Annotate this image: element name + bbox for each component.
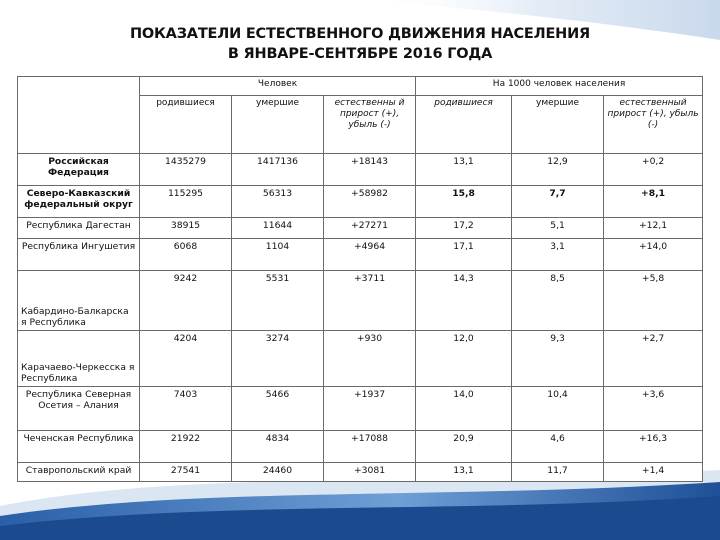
group-header-persons: Человек (140, 77, 416, 96)
value-cell: +27271 (324, 218, 416, 239)
value-cell: 4,6 (512, 431, 604, 463)
value-cell: 10,4 (512, 387, 604, 431)
value-cell: 5531 (232, 271, 324, 331)
value-cell: 24460 (232, 463, 324, 482)
value-cell: +0,2 (604, 154, 703, 186)
value-cell: 11,7 (512, 463, 604, 482)
value-cell: +4964 (324, 239, 416, 271)
value-cell: +3711 (324, 271, 416, 331)
value-cell: 7403 (140, 387, 232, 431)
value-cell: 5,1 (512, 218, 604, 239)
value-cell: 38915 (140, 218, 232, 239)
table-row (18, 387, 703, 431)
page-title (0, 24, 720, 64)
value-cell: 1435279 (140, 154, 232, 186)
value-cell: 4204 (140, 331, 232, 387)
table-row (18, 331, 703, 387)
region-cell: Российская Федерация (18, 154, 140, 186)
table-row (18, 431, 703, 463)
value-cell: 6068 (140, 239, 232, 271)
value-cell: 7,7 (512, 186, 604, 218)
table-row (18, 154, 703, 186)
value-cell: 12,9 (512, 154, 604, 186)
value-cell: 17,2 (416, 218, 512, 239)
value-cell: 4834 (232, 431, 324, 463)
region-cell: Чеченская Республика (18, 431, 140, 463)
col-header: естественный прирост (+), убыль (-) (604, 96, 703, 154)
value-cell: 14,3 (416, 271, 512, 331)
value-cell: +1937 (324, 387, 416, 431)
value-cell: 9,3 (512, 331, 604, 387)
region-cell: Северо-Кавказский федеральный округ (18, 186, 140, 218)
region-cell: Карачаево-Черкесска я Республика (18, 331, 140, 387)
region-cell: Кабардино-Балкарска я Республика (18, 271, 140, 331)
value-cell: 1104 (232, 239, 324, 271)
table-row (18, 271, 703, 331)
col-header: естественны й прирост (+), убыль (-) (324, 96, 416, 154)
value-cell: +18143 (324, 154, 416, 186)
table-row (18, 239, 703, 271)
value-cell: +16,3 (604, 431, 703, 463)
col-header: умершие (232, 96, 324, 154)
value-cell: +12,1 (604, 218, 703, 239)
value-cell: 27541 (140, 463, 232, 482)
table-row (18, 186, 703, 218)
title-line-1: ПОКАЗАТЕЛИ ЕСТЕСТВЕННОГО ДВИЖЕНИЯ НАСЕЛЕНИЯ (129, 26, 591, 42)
table-row (18, 463, 703, 482)
value-cell: +3081 (324, 463, 416, 482)
value-cell: 9242 (140, 271, 232, 331)
population-table (17, 76, 703, 482)
value-cell: +2,7 (604, 331, 703, 387)
value-cell: 3,1 (512, 239, 604, 271)
value-cell: +8,1 (604, 186, 703, 218)
region-header (18, 77, 140, 154)
title-line-2: В ЯНВАРЕ-СЕНТЯБРЕ 2016 ГОДА (227, 46, 493, 62)
value-cell: 21922 (140, 431, 232, 463)
col-header: умершие (512, 96, 604, 154)
value-cell: +17088 (324, 431, 416, 463)
group-header-per-1000: На 1000 человек населения (416, 77, 703, 96)
col-header: родившиеся (140, 96, 232, 154)
value-cell: 1417136 (232, 154, 324, 186)
table-row (18, 218, 703, 239)
value-cell: 13,1 (416, 463, 512, 482)
value-cell: 115295 (140, 186, 232, 218)
value-cell: 5466 (232, 387, 324, 431)
value-cell: +930 (324, 331, 416, 387)
value-cell: +5,8 (604, 271, 703, 331)
region-cell: Республика Дагестан (18, 218, 140, 239)
value-cell: 8,5 (512, 271, 604, 331)
value-cell: 12,0 (416, 331, 512, 387)
value-cell: +14,0 (604, 239, 703, 271)
value-cell: 3274 (232, 331, 324, 387)
region-cell: Ставропольский край (18, 463, 140, 482)
value-cell: 11644 (232, 218, 324, 239)
col-header: родившиеся (416, 96, 512, 154)
value-cell: 20,9 (416, 431, 512, 463)
region-cell: Республика Северная Осетия – Алания (18, 387, 140, 431)
value-cell: 14,0 (416, 387, 512, 431)
value-cell: 15,8 (416, 186, 512, 218)
value-cell: +3,6 (604, 387, 703, 431)
region-cell: Республика Ингушетия (18, 239, 140, 271)
value-cell: 56313 (232, 186, 324, 218)
value-cell: 13,1 (416, 154, 512, 186)
value-cell: 17,1 (416, 239, 512, 271)
value-cell: +1,4 (604, 463, 703, 482)
value-cell: +58982 (324, 186, 416, 218)
